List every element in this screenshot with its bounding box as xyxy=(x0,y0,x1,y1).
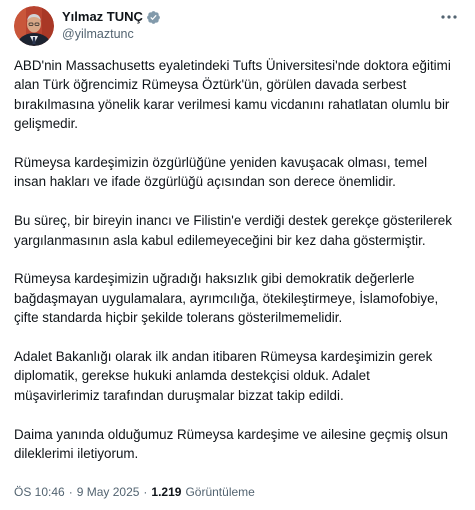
tweet-paragraph: Daima yanında olduğumuz Rümeysa kardeşime ve ailesine geçmiş olsun dileklerimi iletiyorum. xyxy=(14,426,448,462)
tweet-meta xyxy=(14,485,255,499)
more-horizontal-icon[interactable] xyxy=(439,10,459,24)
verified-badge-icon xyxy=(146,10,161,25)
tweet-paragraph: Bu süreç, bir bireyin inancı ve Filistin'e verdiği destek gerekçe gösterilerek yargılanmasının asla kabul edilemeyeceğini bir kez daha göstermiştir. xyxy=(14,213,452,248)
avatar[interactable] xyxy=(14,6,54,46)
tweet-paragraph: Rümeysa kardeşimizin uğradığı haksızlık gibi demokratik değerlerle bağdaşmayan uygulamalara, ayrımcılığa, ötekileştirmeye, İslamofobiye, çifte standarda hiçbir şekilde tolerans gösterilmemelidir. xyxy=(14,271,439,326)
tweet-paragraph: Adalet Bakanlığı olarak ilk andan itibaren Rümeysa kardeşimizin gerek diplomatik, gerekse hukuki anlamda destekçisi olduk. Adalet müşavirlerimiz tarafından duruşmalar bizzat takip edildi. xyxy=(14,349,433,403)
tweet-paragraph: ABD'nin Massachusetts eyaletindeki Tufts Üniversitesi'nde doktora eğitimi alan Türk öğrencimiz Rümeysa Öztürk'ün, görülen davada serbest bırakılmasına yönelik karar verilmesi kamu vicdanını rahatlatan olumlu bir gelişmedir. xyxy=(14,58,451,132)
tweet-text xyxy=(14,56,459,463)
tweet-paragraph: Rümeysa kardeşimizin özgürlüğüne yeniden kavuşacak olması, temel insan hakları ve ifade özgürlüğü açısından son derece önemlidir. xyxy=(14,155,428,190)
author-handle[interactable]: @yilmaztunc xyxy=(62,27,134,41)
tweet-header xyxy=(14,6,461,46)
views-label: Görüntüleme xyxy=(185,485,255,499)
views-count: 1.219 xyxy=(151,485,182,499)
author-display-name[interactable]: Yılmaz TUNÇ xyxy=(62,9,143,24)
tweet-date[interactable]: 9 May 2025 xyxy=(76,485,140,499)
tweet-time[interactable]: ÖS 10:46 xyxy=(14,485,65,499)
meta-separator: · xyxy=(68,485,73,499)
meta-separator: · xyxy=(143,485,148,499)
author-block xyxy=(62,9,161,42)
name-row xyxy=(62,9,161,25)
